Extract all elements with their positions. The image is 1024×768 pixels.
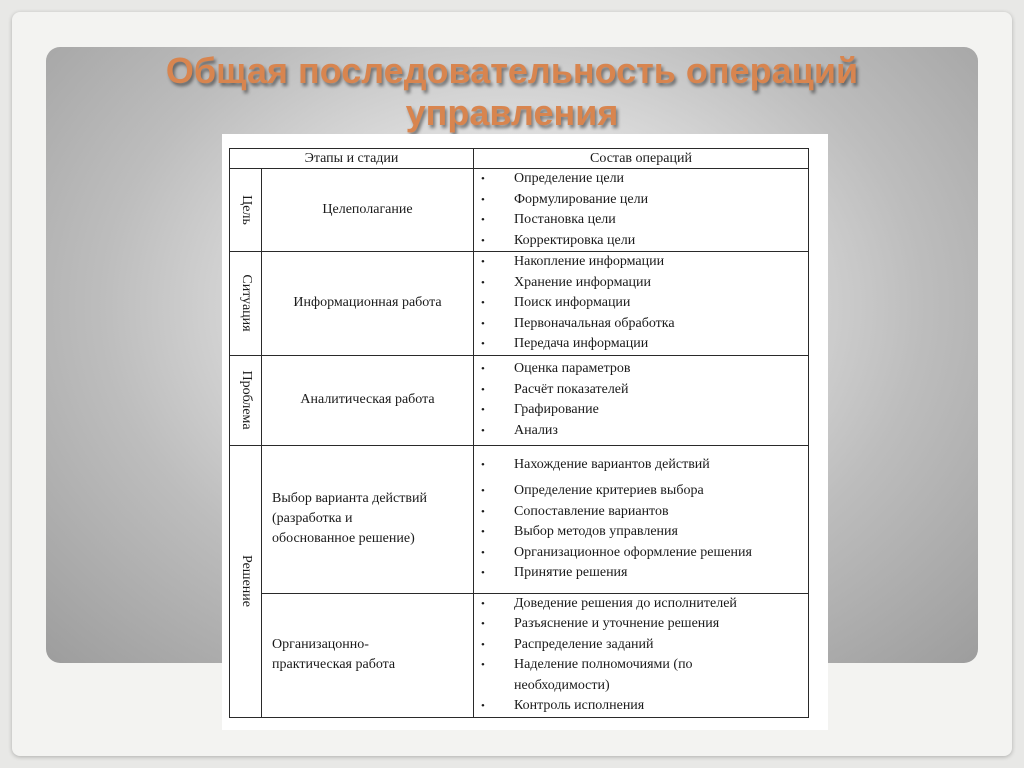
bullet-icon: • <box>481 567 485 579</box>
bullet-icon: • <box>481 526 485 538</box>
operations-table <box>229 148 809 718</box>
list-item: • Постановка цели <box>474 210 808 231</box>
list-item: • Передача информации <box>474 334 808 355</box>
list-item: • Распределение заданий <box>474 635 808 656</box>
stage-name: Информационная работа <box>262 252 474 356</box>
table-row <box>230 252 809 356</box>
bullet-icon: • <box>481 297 485 309</box>
stage-name: Целеполагание <box>262 169 474 252</box>
bullet-icon: • <box>481 193 485 206</box>
list-item: • Определение критериев выбора <box>474 481 808 502</box>
bullet-icon: • <box>481 424 485 437</box>
bullet-icon: • <box>481 214 485 226</box>
header-operations: Состав операций <box>474 149 809 169</box>
list-item: • Накопление информации <box>474 252 808 273</box>
stage-name-line: (разработка и <box>272 511 353 526</box>
phase-label-problem: Проблема <box>238 370 254 430</box>
bullet-icon: • <box>481 546 485 559</box>
list-item: • Организационное оформление решения <box>474 543 808 564</box>
bullet-icon: • <box>481 317 485 330</box>
stage-name-line: Организацонно- <box>272 637 369 652</box>
stage-name-line: практическая работа <box>272 657 396 672</box>
bullet-icon: • <box>481 383 485 396</box>
bullet-icon: • <box>481 597 485 610</box>
phase-label-goal: Цель <box>238 195 254 225</box>
stage-name-line: Выбор варианта действий <box>272 491 427 506</box>
bullet-icon: • <box>481 276 485 289</box>
bullet-icon: • <box>481 700 485 712</box>
slide-title-line-2: управления <box>405 92 619 133</box>
list-item: • Расчёт показателей <box>474 380 808 401</box>
table-header-row <box>230 149 809 169</box>
list-item: • Наделение полномочиями (по необходимости) <box>481 657 693 693</box>
list-item: • Хранение информации <box>474 273 808 294</box>
list-item: • Принятие решения <box>474 563 808 584</box>
list-item: • Выбор методов управления <box>474 522 808 543</box>
list-item: • Анализ <box>474 421 808 442</box>
table-row <box>230 593 809 717</box>
slide-title-line-1: Общая последовательность операций <box>165 50 859 91</box>
slide-title <box>0 50 1024 134</box>
table-sheet <box>222 134 828 730</box>
bullet-icon: • <box>481 458 485 471</box>
stage-name-line: обоснованное решение) <box>272 531 415 546</box>
bullet-icon: • <box>481 234 485 247</box>
operations-cell <box>474 252 809 356</box>
phase-cell-goal <box>230 169 262 252</box>
header-stages: Этапы и стадии <box>230 149 474 169</box>
table-row <box>230 169 809 252</box>
operations-cell <box>474 355 809 445</box>
operations-cell <box>474 169 809 252</box>
bullet-icon: • <box>481 638 485 651</box>
table-row <box>230 445 809 593</box>
bullet-icon: • <box>481 173 485 185</box>
list-item: • Оценка параметров <box>474 359 808 380</box>
phase-cell-decision <box>230 445 262 717</box>
bullet-icon: • <box>481 659 485 671</box>
bullet-icon: • <box>481 256 485 268</box>
bullet-icon: • <box>481 404 485 416</box>
list-item: • Корректировка цели <box>474 231 808 252</box>
list-item: • Графирование <box>474 400 808 421</box>
list-item: • Нахождение вариантов действий <box>474 455 808 476</box>
table-row <box>230 355 809 445</box>
operations-cell <box>474 445 809 593</box>
bullet-icon: • <box>481 505 485 518</box>
list-item: • Первоначальная обработка <box>474 314 808 335</box>
bullet-icon: • <box>481 485 485 497</box>
stage-name: Аналитическая работа <box>262 355 474 445</box>
list-item: • Доведение решения до исполнителей <box>474 594 808 615</box>
stage-name <box>262 445 474 593</box>
operations-cell <box>474 593 809 717</box>
list-item: • Поиск информации <box>474 293 808 314</box>
bullet-icon: • <box>481 618 485 630</box>
list-item: • Формулирование цели <box>474 190 808 211</box>
bullet-icon: • <box>481 363 485 375</box>
bullet-icon: • <box>481 338 485 350</box>
phase-label-decision: Решение <box>238 554 254 608</box>
stage-name <box>262 593 474 717</box>
phase-label-situation: Ситуация <box>238 274 254 332</box>
list-item: • Сопоставление вариантов <box>474 502 808 523</box>
list-item: • Определение цели <box>474 169 808 190</box>
list-item: • Разъяснение и уточнение решения <box>474 614 808 635</box>
list-item: • Контроль исполнения <box>474 696 808 717</box>
phase-cell-situation <box>230 252 262 356</box>
phase-cell-problem <box>230 355 262 445</box>
